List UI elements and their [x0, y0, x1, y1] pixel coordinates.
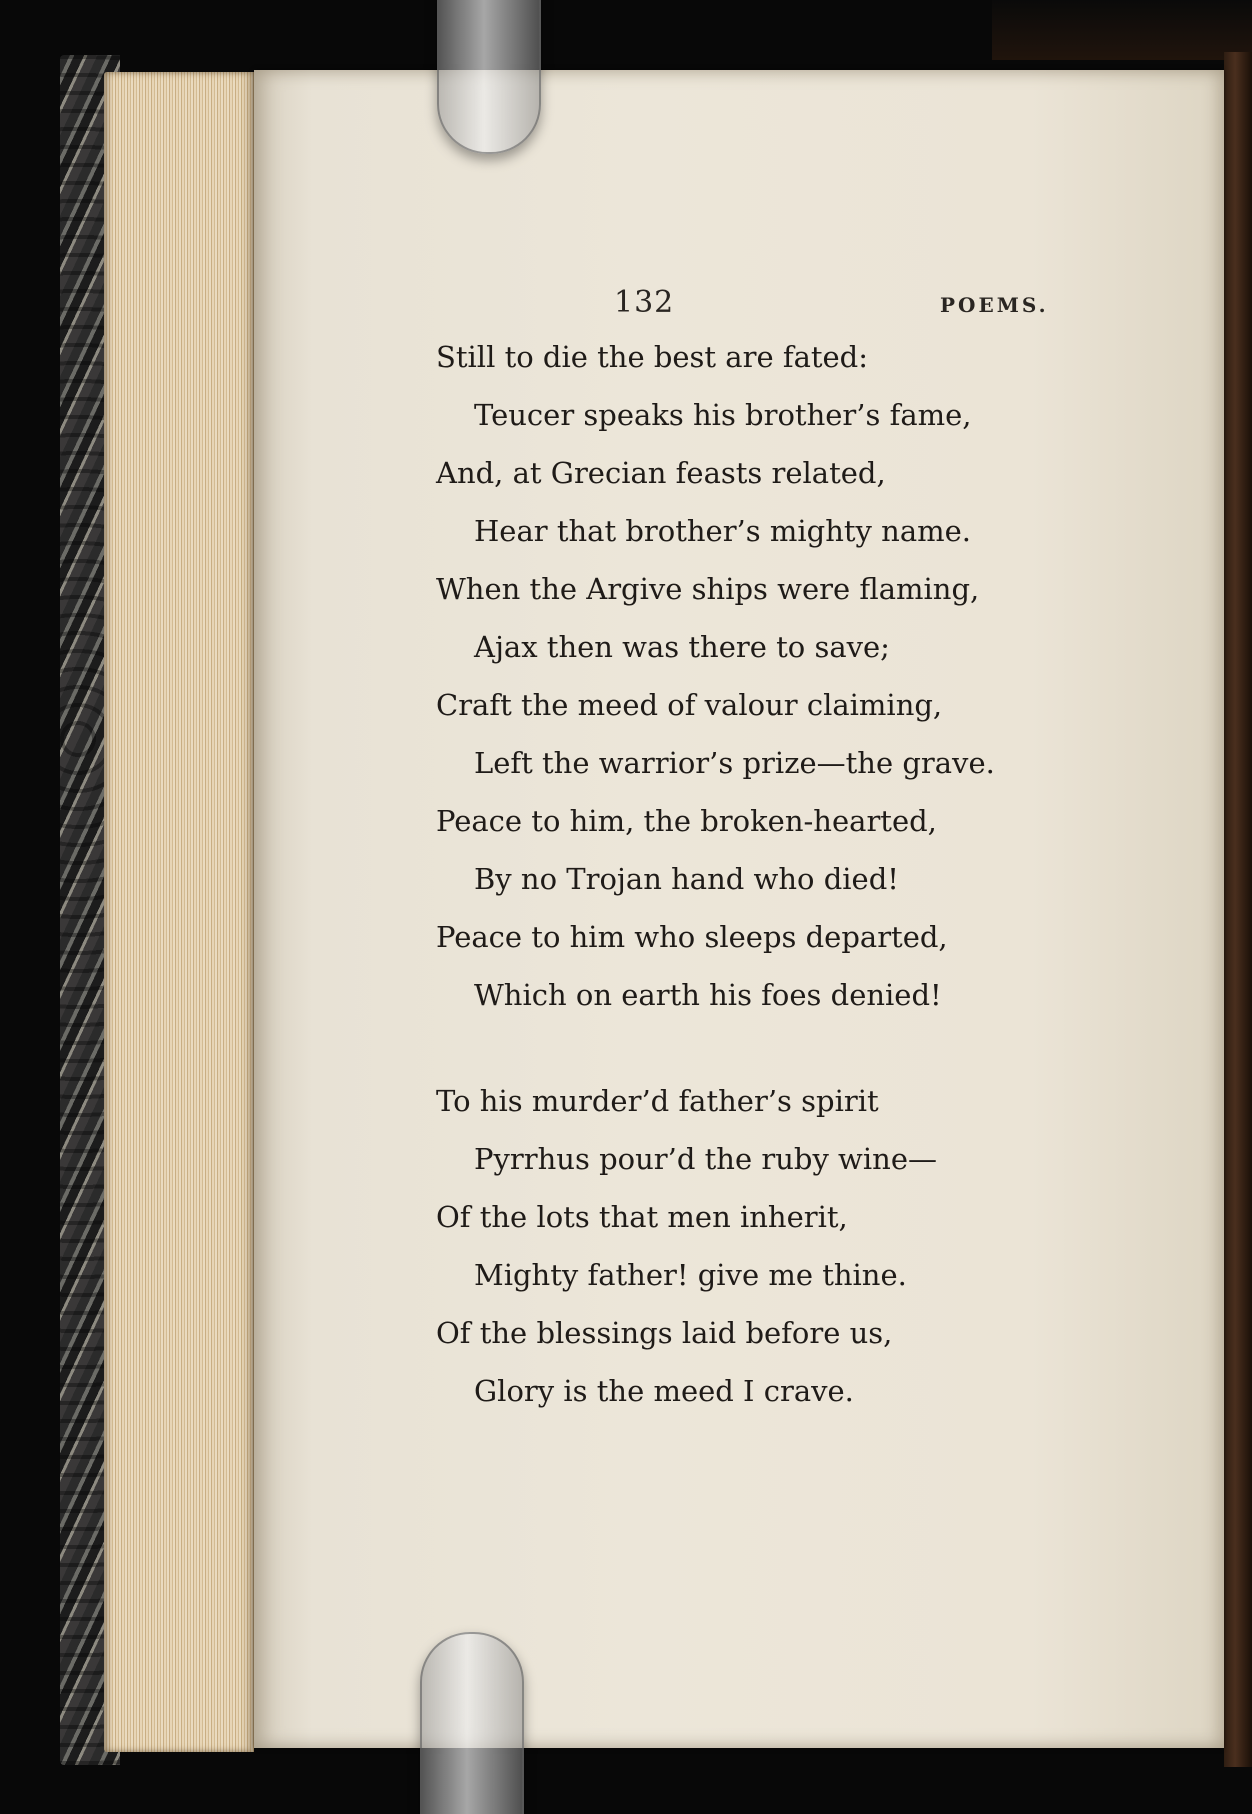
poem-line: To his murder’d father’s spirit [436, 1084, 879, 1118]
poem-text [436, 328, 995, 1420]
poem-line: Mighty father! give me thine. [474, 1258, 907, 1292]
poem-line: Left the warrior’s prize—the grave. [474, 746, 995, 780]
poem-line: Which on earth his foes denied! [474, 978, 942, 1012]
page-edges [104, 72, 254, 1752]
poem-line: Peace to him who sleeps departed, [436, 920, 948, 954]
poem-line: By no Trojan hand who died! [474, 862, 899, 896]
page-clip-bottom [420, 1632, 524, 1814]
poem-line: Peace to him, the broken-hearted, [436, 804, 937, 838]
running-head: POEMS. [940, 293, 1049, 317]
poem-line: Of the lots that men inherit, [436, 1200, 848, 1234]
spine-edge [1224, 52, 1252, 1767]
stanza-break [436, 1024, 995, 1072]
poem-line: Hear that brother’s mighty name. [474, 514, 971, 548]
page-number: 132 [614, 285, 675, 320]
poem-line: Teucer speaks his brother’s fame, [474, 398, 972, 432]
poem-line: Ajax then was there to save; [474, 630, 890, 664]
poem-line: And, at Grecian feasts related, [436, 456, 886, 490]
back-cover-edge [992, 0, 1252, 60]
poem-line: Glory is the meed I crave. [474, 1374, 854, 1408]
page-header [614, 285, 1114, 325]
poem-line: Pyrrhus pour’d the ruby wine— [474, 1142, 937, 1176]
poem-line: When the Argive ships were flaming, [436, 572, 980, 606]
page-clip-top [437, 0, 541, 154]
poem-line: Of the blessings laid before us, [436, 1316, 893, 1350]
poem-line: Craft the meed of valour claiming, [436, 688, 943, 722]
poem-line: Still to die the best are fated: [436, 340, 869, 374]
